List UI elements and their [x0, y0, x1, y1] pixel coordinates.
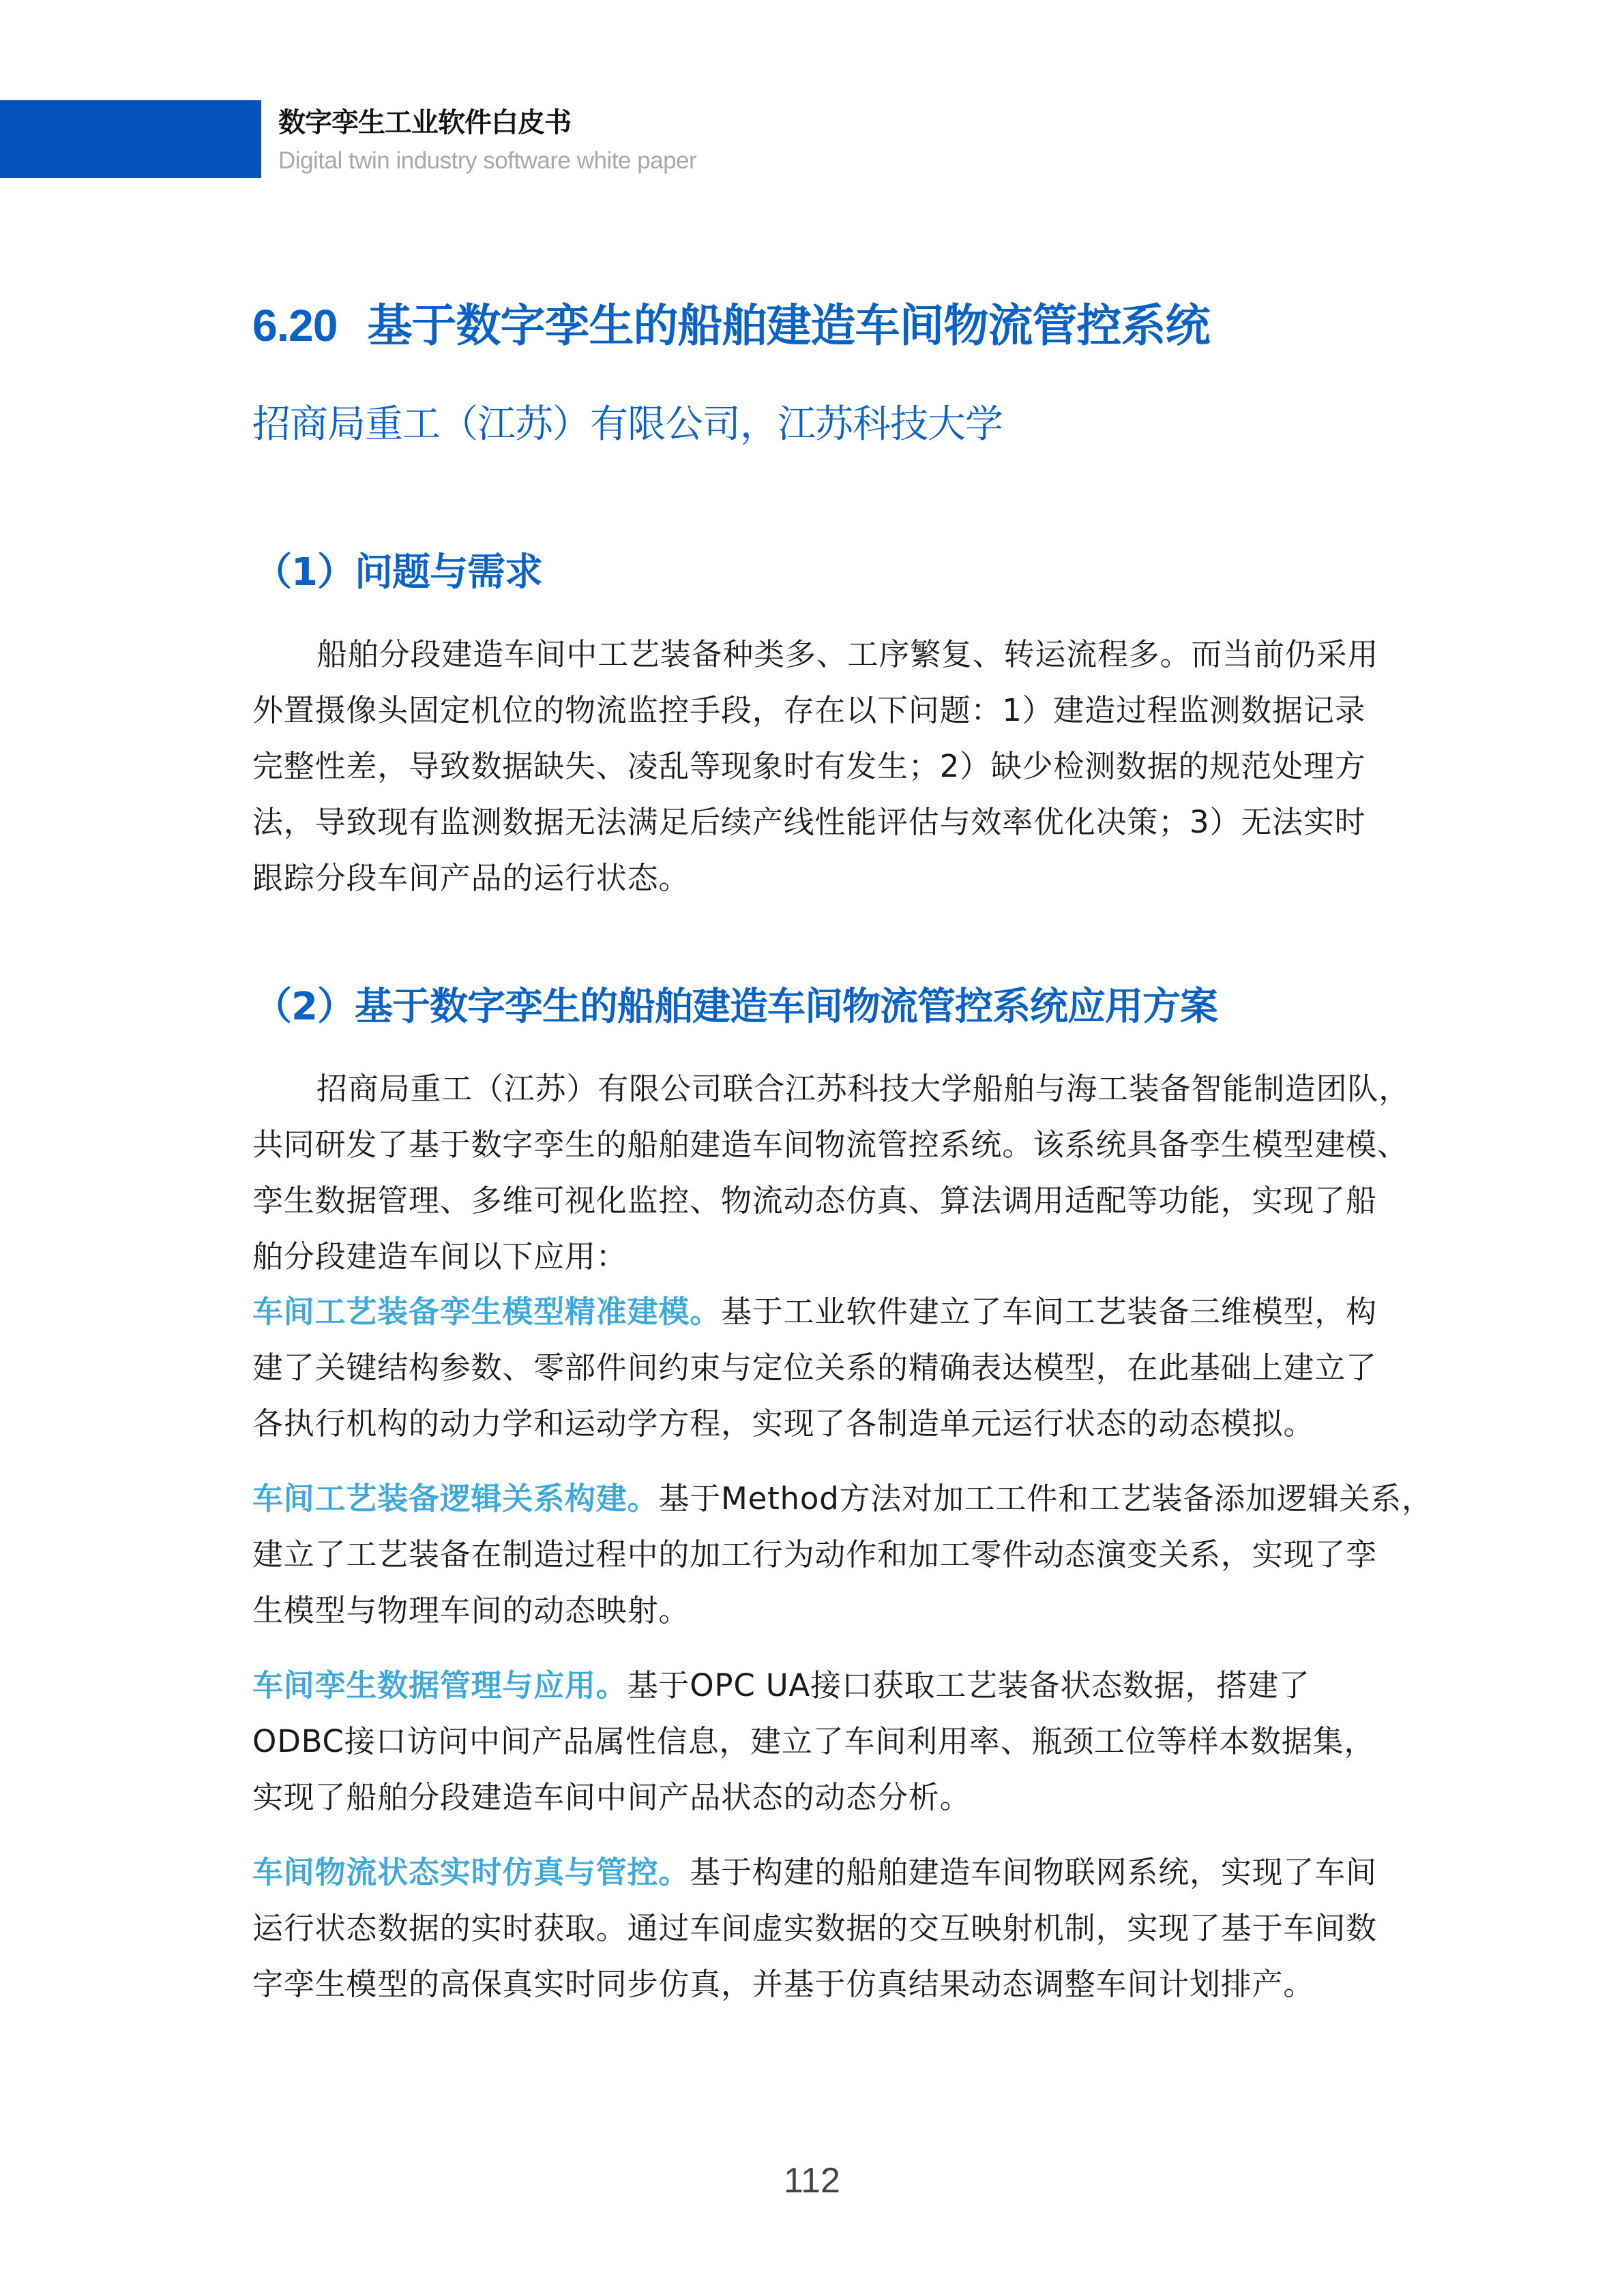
paragraph-line: ODBC接口访问中间产品属性信息，建立了车间利用率、瓶颈工位等样本数据集， — [252, 1723, 1376, 1759]
document-title: 数字孪生工业软件白皮书 — [278, 107, 571, 138]
paragraph-line: 共同研发了基于数字孪生的船舶建造车间物流管控系统。该系统具备孪生模型建模、 — [252, 1127, 1408, 1163]
item-highlight: 车间物流状态实时仿真与管控。 — [252, 1854, 690, 1890]
item-text: 基于Method方法对加工工件和工艺装备添加逻辑关系， — [658, 1480, 1433, 1517]
application-item-data — [252, 1658, 1379, 1825]
section-heading-problem: （1）问题与需求 — [254, 550, 542, 595]
paragraph-line — [252, 1845, 1379, 1900]
item-text: 基于OPC UA接口获取工艺装备状态数据，搭建了 — [627, 1667, 1310, 1703]
application-item-simulation — [252, 1845, 1379, 2012]
paragraph-line: 建了关键结构参数、零部件间约束与定位关系的精确表达模型，在此基础上建立了 — [252, 1350, 1377, 1386]
paragraph-line: 法，导致现有监测数据无法满足后续产线性能评估与效率优化决策；3）无法实时 — [252, 804, 1366, 840]
application-item-modeling — [252, 1284, 1379, 1452]
application-item-logic — [252, 1471, 1433, 1639]
item-text: 基于工业软件建立了车间工艺装备三维模型，构 — [721, 1294, 1377, 1330]
paragraph-line: 各执行机构的动力学和运动学方程，实现了各制造单元运行状态的动态模拟。 — [252, 1405, 1315, 1442]
document-subtitle: Digital twin industry software white paper — [278, 147, 697, 174]
chapter-title-text: 基于数字孪生的船舶建造车间物流管控系统 — [367, 299, 1210, 352]
paragraph-line: 跟踪分段车间产品的运行状态。 — [252, 860, 690, 896]
paragraph-line — [252, 1471, 1433, 1527]
paragraph-line: 生模型与物理车间的动态映射。 — [252, 1592, 690, 1628]
section-heading-solution: （2）基于数字孪生的船舶建造车间物流管控系统应用方案 — [254, 985, 1217, 1029]
item-highlight: 车间孪生数据管理与应用。 — [252, 1667, 628, 1703]
paragraph-line: 运行状态数据的实时获取。通过车间虚实数据的交互映射机制，实现了基于车间数 — [252, 1910, 1377, 1946]
paragraph-line: 字孪生模型的高保真实时同步仿真，并基于仿真结果动态调整车间计划排产。 — [252, 1966, 1315, 2002]
paragraph-line — [252, 1284, 1379, 1340]
item-highlight: 车间工艺装备孪生模型精准建模。 — [252, 1294, 722, 1330]
chapter-affiliation: 招商局重工（江苏）有限公司，江苏科技大学 — [252, 402, 1003, 447]
page-number: 112 — [784, 2161, 840, 2201]
item-highlight: 车间工艺装备逻辑关系构建。 — [252, 1480, 659, 1517]
paragraph-solution-intro — [252, 1061, 1411, 1285]
chapter-title — [252, 295, 1209, 357]
paragraph-line — [252, 1658, 1379, 1714]
paragraph-line: 舶分段建造车间以下应用： — [252, 1238, 628, 1274]
chapter-number: 6.20 — [252, 300, 338, 351]
paragraph-line: 船舶分段建造车间中工艺装备种类多、工序繁复、转运流程多。而当前仍采用 — [316, 636, 1379, 672]
paragraph-line: 孪生数据管理、多维可视化监控、物流动态仿真、算法调用适配等功能，实现了船 — [252, 1182, 1377, 1219]
header-accent-bar — [0, 100, 261, 178]
paragraph-line: 建立了工艺装备在制造过程中的加工行为动作和加工零件动态演变关系，实现了孪 — [252, 1536, 1377, 1572]
item-text: 基于构建的船舶建造车间物联网系统，实现了车间 — [690, 1854, 1377, 1890]
paragraph-line: 实现了船舶分段建造车间中间产品状态的动态分析。 — [252, 1779, 971, 1815]
paragraph-line: 招商局重工（江苏）有限公司联合江苏科技大学船舶与海工装备智能制造团队， — [316, 1071, 1411, 1107]
paragraph-line: 完整性差，导致数据缺失、凌乱等现象时有发生；2）缺少检测数据的规范处理方 — [252, 748, 1366, 784]
paragraph-problem — [252, 627, 1379, 906]
paragraph-line: 外置摄像头固定机位的物流监控手段，存在以下问题：1）建造过程监测数据记录 — [252, 692, 1366, 728]
